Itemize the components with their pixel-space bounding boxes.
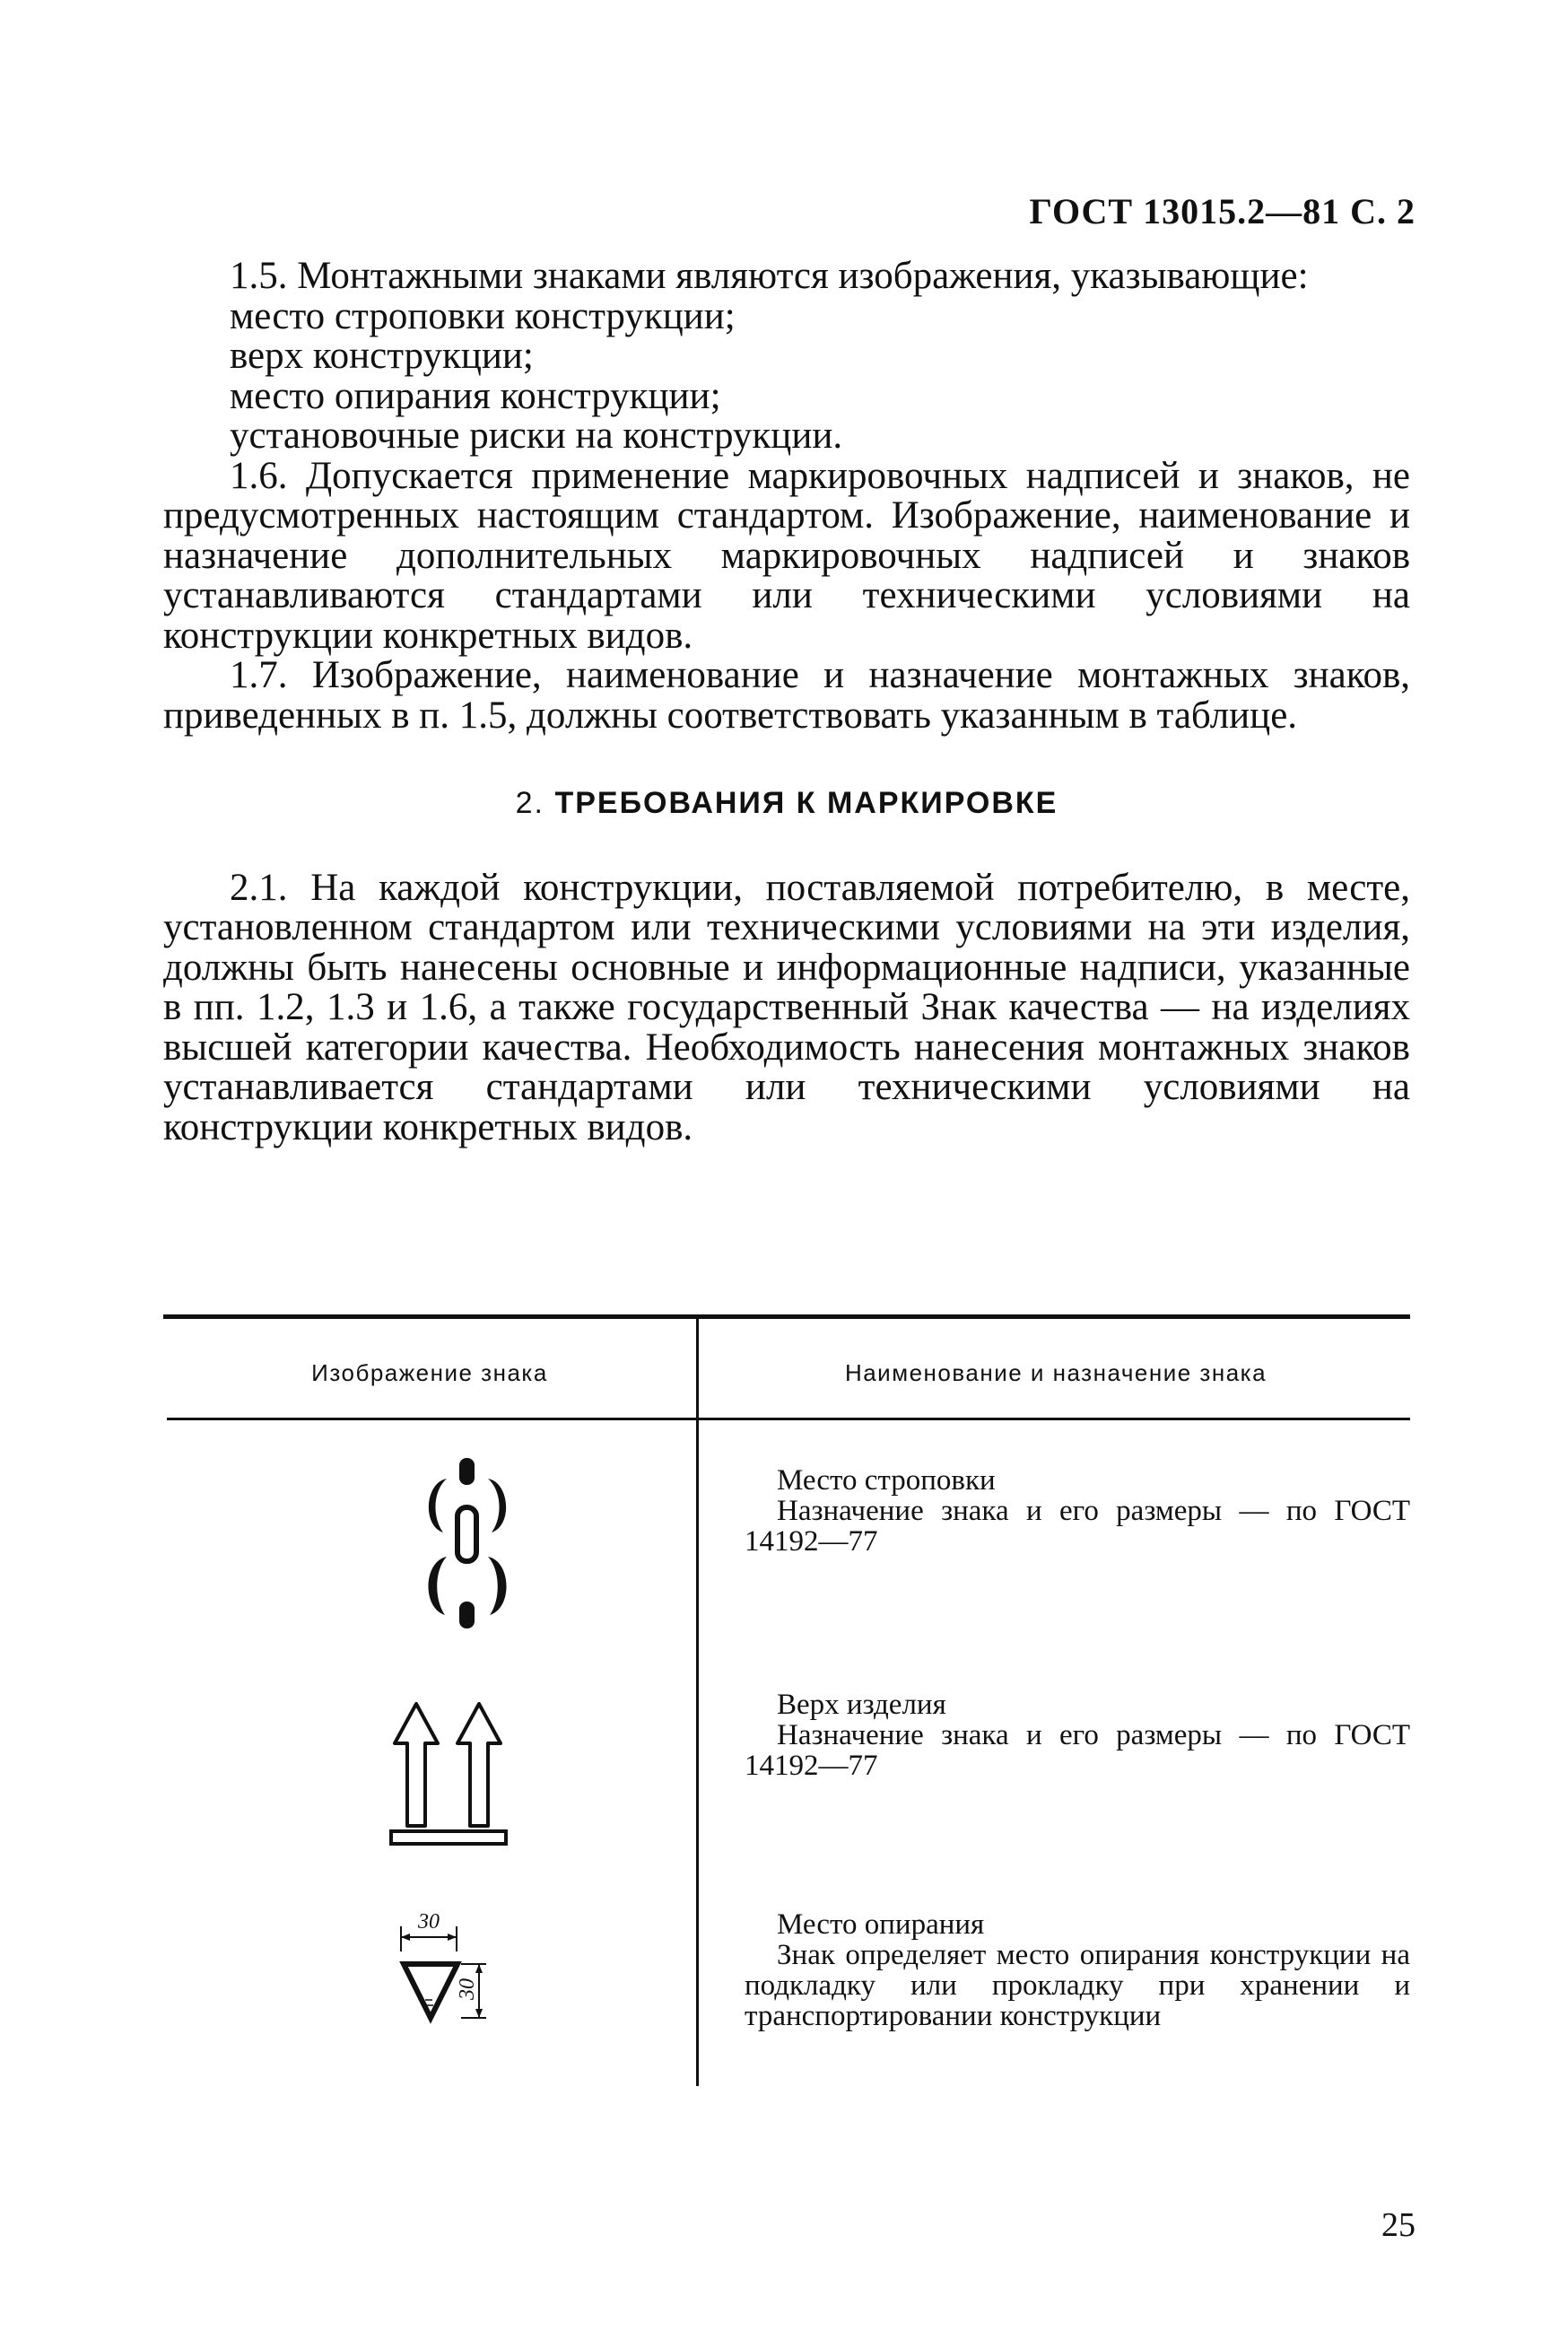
dim-height-label: 30 <box>456 1978 479 2000</box>
paragraph-1-5: 1.5. Монтажными знаками являются изображения, указывающие: <box>230 255 1309 297</box>
sign-name: Место опирания <box>777 1908 985 1941</box>
table-header-image: Изображение знака <box>311 1359 548 1386</box>
page-number: 25 <box>1381 2206 1416 2244</box>
list-item: установочные риски на конструкции. <box>230 415 843 457</box>
sign-name: Место строповки <box>777 1464 996 1497</box>
table-header-rule <box>167 1418 1410 1420</box>
sign-name: Верх изделия <box>777 1689 946 1721</box>
paragraph-1-7: 1.7. Изображение, наименование и назначение монтажных знаков, приведенных в п. 1.5, должны соответствовать указанным в таблице. <box>163 654 1410 737</box>
sign-purpose: Назначение знака и его размеры — по ГОСТ 14192—77 <box>745 1719 1410 1782</box>
page-header: ГОСТ 13015.2—81 С. 2 <box>1029 191 1416 231</box>
body-text <box>163 257 1410 1148</box>
paragraph-1-6: 1.6. Допускается применение маркировочных надписей и знаков, не предусмотренных настоящим стандартом. Изображение, наименование и назначение дополнительных маркировочных надписей и знаков устанавливаются стандартами или техническими условиями на конструкции конкретных видов. <box>163 454 1410 657</box>
paragraph-2-1: 2.1. На каждой конструкции, поставляемой потребителю, в месте, установленном стандартом или техническими условиями на эти изделия, должны быть нанесены основные и информационные надписи, указанные в пп. 1.2, 1.3 и 1.6, а также государственный Знак качества — на изделиях высшей категории качества. Необходимость нанесения монтажных знаков устанавливается стандартами или техническими условиями на конструкции конкретных видов. <box>163 866 1410 1148</box>
table-top-rule <box>163 1314 1410 1319</box>
table-header-name: Наименование и назначение знака <box>844 1359 1267 1386</box>
list-item: место строповки конструкции; <box>230 294 736 337</box>
row-support-desc <box>745 1909 1410 2031</box>
sign-purpose: Знак определяет место опирания конструкции на подкладку или прокладку при хранении и транспортировании конструкции <box>745 1939 1410 2032</box>
section-title <box>163 783 1410 824</box>
list-item: место опирания конструкции; <box>230 374 721 417</box>
section-number: 2. <box>515 786 544 820</box>
row-top-desc <box>745 1689 1410 1781</box>
arrows-up-icon <box>388 1700 513 1848</box>
support-triangle-icon <box>379 1907 513 2055</box>
list-item: верх конструкции; <box>230 335 534 377</box>
dim-width-label: 30 <box>418 1910 440 1934</box>
table-column-divider <box>696 1319 699 2086</box>
row-sling-desc <box>745 1465 1410 1557</box>
section-title-text: ТРЕБОВАНИЯ К МАРКИРОВКЕ <box>554 786 1058 820</box>
chain-sling-icon <box>405 1454 531 1633</box>
sign-purpose: Назначение знака и его размеры — по ГОСТ 14192—77 <box>745 1495 1410 1558</box>
signs-table <box>163 1314 1410 2086</box>
